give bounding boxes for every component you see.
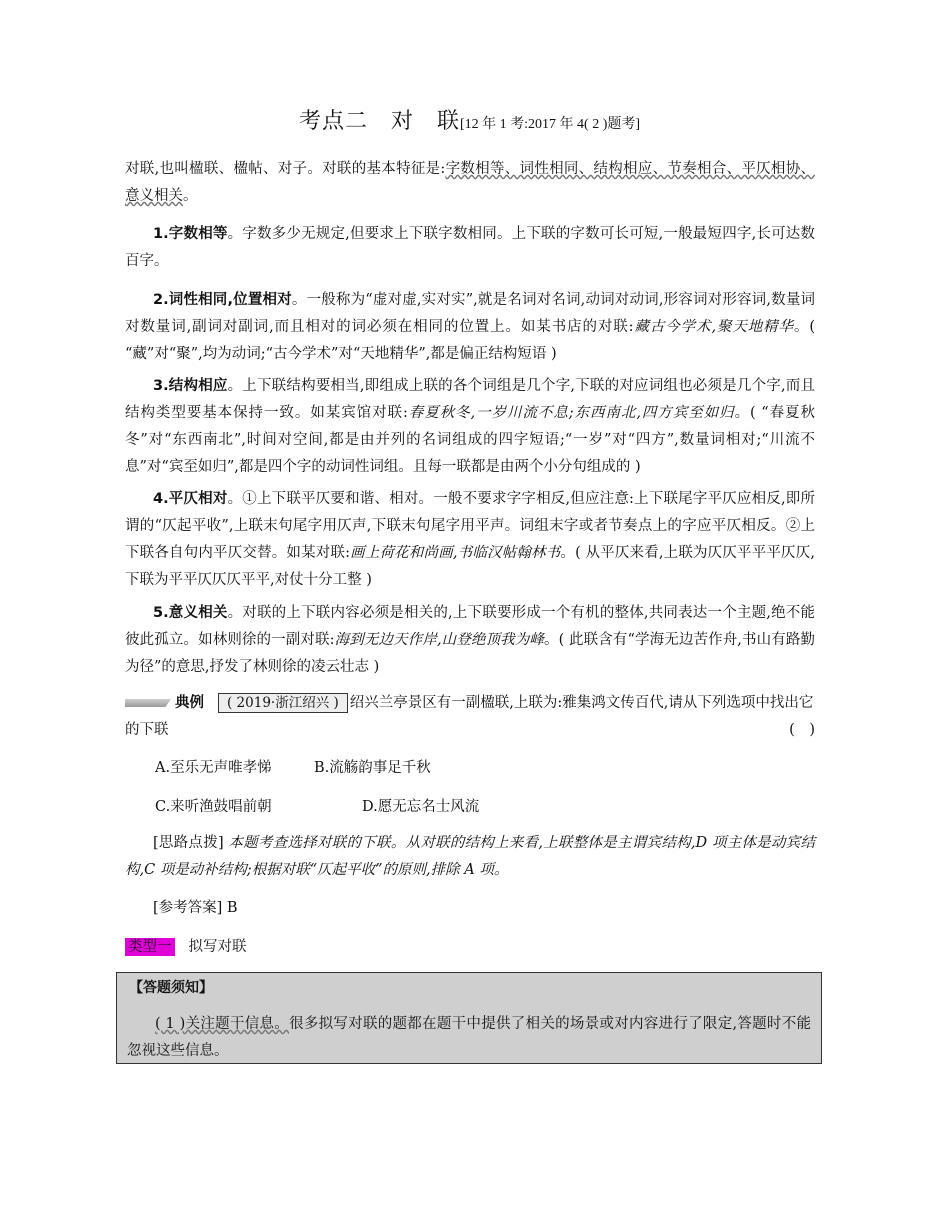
type-title: 拟写对联 bbox=[188, 939, 247, 955]
example-source-tag: ( 2019·浙江绍兴 ) bbox=[218, 693, 348, 713]
hint-paragraph bbox=[125, 830, 815, 884]
point-4-example: 画上荷花和尚画,书临汉帖翰林书 bbox=[350, 545, 561, 561]
intro-lead: 对联,也叫楹联、楹帖、对子。对联的基本特征是: bbox=[125, 161, 446, 177]
point-2-body: 。一般称为“虚对虚,实对实”,就是名词对名词,动词对动词,形容词对形容词,数量词对数量词,副词对副词,而且相对的词必须在相同的位置上。如某书店的对联: bbox=[125, 292, 816, 335]
title-meta: [12 年 1 考:2017 年 4( 2 )题考] bbox=[459, 117, 641, 132]
point-2-head: 2.词性相同,位置相对 bbox=[153, 292, 292, 308]
hint-body: 本题考查选择对联的下联。从对联的结构上来看,上联整体是主谓宾结构,D 项主体是动宾结构,C 项是动补结构;根据对联“仄起平收”的原则,排除 A 项。 bbox=[125, 835, 815, 878]
type-heading bbox=[125, 935, 247, 956]
point-1-body: 。字数多少无规定,但要求上下联字数相同。上下联的字数可长可短,一般最短四字,长可达数百字。 bbox=[125, 226, 815, 269]
point-4-body: 。①上下联平仄要和谐、相对。一般不要求字字相反,但应注意:上下联尾字平仄应相反,即所谓的“仄起平收”,上联末句尾字用仄声,下联末句尾字用平声。词组末字或者节奏点上的字应平仄相反。②上下联各自句内平仄交替。如某对联: bbox=[125, 491, 815, 561]
point-2-note: 。( “藏”对“聚”,均为动词;“古今学术”对“天地精华”,都是偏正结构短语 ) bbox=[125, 319, 815, 362]
point-5 bbox=[125, 600, 815, 681]
point-3-head: 3.结构相应 bbox=[153, 378, 228, 394]
point-1-head: 1.字数相等 bbox=[153, 226, 228, 242]
option-a: A.至乐无声唯孝悌 bbox=[155, 760, 272, 776]
point-2 bbox=[125, 287, 815, 368]
intro-paragraph bbox=[125, 156, 815, 210]
option-d: D.愿无忘名士风流 bbox=[362, 799, 480, 815]
notice-title: 【答题须知】 bbox=[129, 980, 213, 996]
point-3-note: 。( “春夏秋冬”对“东西南北”,时间对空间,都是由并列的名词组成的四字短语;“一岁”对“四方”,数量词相对;“川流不息”对“宾至如归”,都是四个字的动词性词组。且每一联都是由两个小分句组成的 ) bbox=[125, 405, 815, 475]
example-question bbox=[125, 690, 815, 744]
intro-features: 字数相等、词性相同、结构相应、节奏相合、平仄相协、意义相关 bbox=[125, 161, 815, 204]
notice-item-lead: ( 1 )关注题干信息。 bbox=[155, 1016, 290, 1032]
title-main: 考点二 对 联 bbox=[298, 109, 460, 134]
point-3-example: 春夏秋冬,一岁川流不息;东西南北,四方宾至如归 bbox=[407, 405, 735, 421]
point-3 bbox=[125, 373, 815, 481]
point-2-example: 藏古今学术,聚天地精华 bbox=[633, 319, 794, 335]
section-title bbox=[0, 104, 939, 135]
example-question-text: 绍兴兰亭景区有一副楹联,上联为:雅集鸿文传百代,请从下列选项中找出它的下联 bbox=[125, 695, 814, 738]
point-5-note: 。( 此联含有“学海无边苦作舟,书山有路勤为径”的意思,抒发了林则徐的凌云壮志 ) bbox=[125, 632, 815, 675]
answer-label: [参考答案] bbox=[153, 900, 223, 916]
point-5-head: 5.意义相关 bbox=[153, 605, 228, 621]
point-3-body: 。上下联结构要相当,即组成上联的各个词组是几个字,下联的对应词组也必须是几个字,而且结构类型要基本保持一致。如某宾馆对联: bbox=[125, 378, 815, 421]
point-5-body: 。对联的上下联内容必须是相关的,上下联要形成一个有机的整体,共同表达一个主题,绝不能彼此孤立。如林则徐的一副对联: bbox=[125, 605, 815, 648]
example-label: 典例 bbox=[175, 695, 204, 711]
point-1 bbox=[125, 221, 815, 275]
intro-end: 。 bbox=[183, 188, 198, 204]
answer-value: B bbox=[222, 900, 238, 916]
option-c: C.来听渔鼓唱前朝 bbox=[155, 799, 272, 815]
answer-paragraph bbox=[125, 895, 815, 922]
point-4-note: 。( 从平仄来看,上联为仄仄平平平仄仄,下联为平平仄仄仄平平,对仗十分工整 ) bbox=[125, 545, 816, 588]
notice-box bbox=[116, 972, 822, 1064]
type-tag: 类型一 bbox=[125, 938, 175, 956]
point-4 bbox=[125, 486, 815, 594]
example-marker-icon bbox=[125, 699, 171, 707]
option-b: B.流觞韵事足千秋 bbox=[314, 760, 431, 776]
hint-label: [思路点拨] bbox=[153, 835, 224, 851]
point-4-head: 4.平仄相对 bbox=[153, 491, 228, 507]
notice-item-body: 很多拟写对联的题都在题干中提供了相关的场景或对内容进行了限定,答题时不能忽视这些信息。 bbox=[127, 1016, 811, 1059]
answer-blank: ( ) bbox=[789, 722, 815, 738]
point-5-example: 海到无边天作岸,山登绝顶我为峰 bbox=[334, 632, 544, 648]
notice-item-1 bbox=[127, 1011, 811, 1065]
